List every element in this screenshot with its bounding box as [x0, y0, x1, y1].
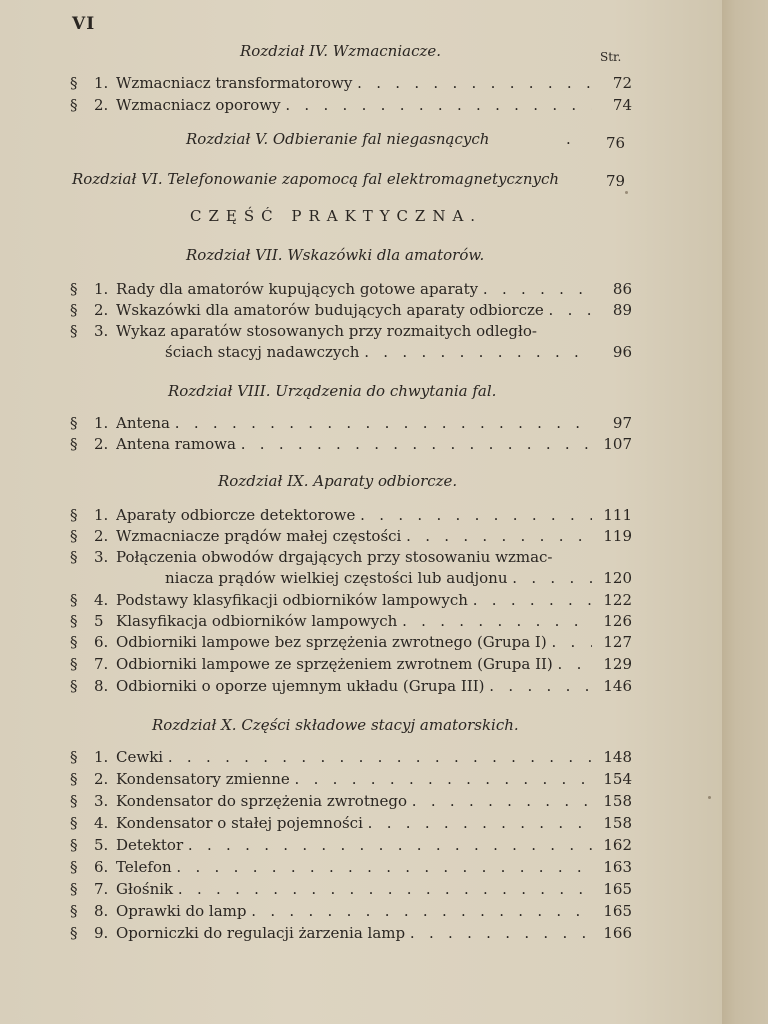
entry-page: 111 — [603, 506, 632, 524]
entry-number: 8. — [94, 902, 109, 920]
entry-number: 1. — [94, 280, 109, 298]
entry-page: 162 — [603, 836, 632, 854]
entry-title: Odbiorniki lampowe bez sprzężenia zwrotnego (Grupa I) . . — [116, 633, 592, 651]
paper-speck — [708, 796, 711, 799]
chapter-6-title: Rozdział VI. Telefonowanie zapomocą fal elektromagnetycznych — [72, 170, 560, 188]
paper-speck — [625, 191, 628, 194]
entry-page: 107 — [603, 435, 632, 453]
toc-entry — [70, 301, 632, 321]
entry-page: 154 — [603, 770, 632, 788]
toc-entry — [70, 902, 632, 922]
entry-page: 127 — [603, 633, 632, 651]
entry-number: 6. — [94, 858, 109, 876]
entry-title: Klasyfikacja odbiorników lampowych . . — [116, 612, 592, 630]
section-sign: § — [70, 414, 78, 432]
section-sign: § — [70, 770, 78, 788]
entry-title: Głośnik . . — [116, 880, 592, 898]
section-sign: § — [70, 322, 78, 340]
entry-number: 2. — [94, 527, 109, 545]
section-sign: § — [70, 548, 78, 566]
entry-page: 120 — [603, 569, 632, 587]
section-sign: § — [70, 858, 78, 876]
chapter-5-page: 76 — [606, 134, 626, 152]
entry-title: Wykaz aparatów stosowanych przy rozmaitych odległo- — [116, 322, 537, 340]
toc-entry-continuation — [165, 343, 632, 363]
entry-title: Połączenia obwodów drgających przy stosowaniu wzmac- — [116, 548, 553, 566]
entry-title: Wzmacniacz transformatorowy . . — [116, 74, 592, 92]
entry-number: 4. — [94, 591, 109, 609]
section-sign: § — [70, 506, 78, 524]
entry-page: 158 — [603, 814, 632, 832]
section-sign: § — [70, 655, 78, 673]
section-sign: § — [70, 96, 78, 114]
toc-entry — [70, 414, 632, 434]
chapter-5-title: Rozdział V. Odbieranie fal niegasnących — [186, 130, 490, 148]
section-sign: § — [70, 748, 78, 766]
entry-title-continuation: niacza prądów wielkiej częstości lub audjonu . . — [165, 569, 592, 587]
chapter-9-title: Rozdział IX. Aparaty odbiorcze. — [218, 472, 458, 490]
toc-entry — [70, 548, 632, 568]
page-edge — [722, 0, 768, 1024]
entry-page: 166 — [603, 924, 632, 942]
section-sign: § — [70, 612, 78, 630]
toc-entry-continuation — [165, 569, 632, 589]
entry-number: 3. — [94, 322, 109, 340]
entry-title: Aparaty odbiorcze detektorowe . . — [116, 506, 592, 524]
entry-number: 7. — [94, 880, 109, 898]
toc-entry — [70, 836, 632, 856]
toc-entry — [70, 74, 632, 94]
section-sign: § — [70, 792, 78, 810]
entry-number: 1. — [94, 748, 109, 766]
toc-entry — [70, 280, 632, 300]
entry-page: 86 — [612, 280, 632, 298]
chapter-7-title: Rozdział VII. Wskazówki dla amatorów. — [186, 246, 485, 264]
entry-page: 72 — [612, 74, 632, 92]
entry-page: 89 — [612, 301, 632, 319]
entry-title: Oporniczki do regulacji żarzenia lamp . . — [116, 924, 592, 942]
section-sign: § — [70, 902, 78, 920]
entry-title: Podstawy klasyfikacji odbiorników lampowych . . — [116, 591, 592, 609]
toc-entry — [70, 527, 632, 547]
section-sign: § — [70, 74, 78, 92]
entry-number: 9. — [94, 924, 109, 942]
entry-page: 163 — [603, 858, 632, 876]
entry-page: 165 — [603, 880, 632, 898]
entry-number: 1. — [94, 506, 109, 524]
section-sign: § — [70, 527, 78, 545]
toc-entry — [70, 770, 632, 790]
section-sign: § — [70, 880, 78, 898]
entry-title: Kondensator o stałej pojemności . . — [116, 814, 592, 832]
entry-title: Oprawki do lamp . . — [116, 902, 592, 920]
entry-page: 146 — [603, 677, 632, 695]
entry-number: 3. — [94, 792, 109, 810]
entry-number: 2. — [94, 435, 109, 453]
entry-number: 5 — [94, 612, 104, 630]
entry-page: 148 — [603, 748, 632, 766]
entry-title: Cewki . . — [116, 748, 592, 766]
toc-entry — [70, 612, 632, 632]
chapter-10-title: Rozdział X. Części składowe stacyj amatorskich. — [152, 716, 519, 734]
chapter-5-dots: . — [566, 130, 571, 148]
section-sign: § — [70, 677, 78, 695]
section-sign: § — [70, 633, 78, 651]
entry-title: Wskazówki dla amatorów budujących aparaty odbiorcze . . — [116, 301, 592, 319]
entry-title: Detektor . . — [116, 836, 592, 854]
entry-page: 96 — [612, 343, 632, 361]
entry-title: Antena ramowa . . — [116, 435, 592, 453]
section-sign: § — [70, 836, 78, 854]
entry-number: 2. — [94, 96, 109, 114]
entry-number: 5. — [94, 836, 109, 854]
entry-number: 1. — [94, 414, 109, 432]
entry-number: 7. — [94, 655, 109, 673]
section-sign: § — [70, 591, 78, 609]
entry-page: 97 — [612, 414, 632, 432]
entry-title: Wzmacniacz oporowy . . — [116, 96, 592, 114]
entry-page: 74 — [612, 96, 632, 114]
entry-title: Kondensatory zmienne . . — [116, 770, 592, 788]
chapter-4-title: Rozdział IV. Wzmacniacze. — [240, 42, 442, 60]
section-sign: § — [70, 301, 78, 319]
toc-entry — [70, 591, 632, 611]
toc-entry — [70, 506, 632, 526]
toc-entry — [70, 435, 632, 455]
entry-title-continuation: ściach stacyj nadawczych . . — [165, 343, 592, 361]
section-sign: § — [70, 814, 78, 832]
entry-page: 158 — [603, 792, 632, 810]
toc-entry — [70, 633, 632, 653]
section-sign: § — [70, 924, 78, 942]
entry-page: 119 — [603, 527, 632, 545]
chapter-6-page: 79 — [606, 172, 626, 190]
entry-number: 4. — [94, 814, 109, 832]
entry-page: 165 — [603, 902, 632, 920]
entry-number: 2. — [94, 770, 109, 788]
entry-title: Telefon . . — [116, 858, 592, 876]
entry-page: 126 — [603, 612, 632, 630]
toc-entry — [70, 858, 632, 878]
toc-entry — [70, 96, 632, 116]
toc-entry — [70, 322, 632, 342]
entry-number: 6. — [94, 633, 109, 651]
entry-page: 122 — [603, 591, 632, 609]
toc-entry — [70, 655, 632, 675]
toc-entry — [70, 677, 632, 697]
section-sign: § — [70, 435, 78, 453]
toc-entry — [70, 814, 632, 834]
page-column-label: Str. — [600, 50, 622, 64]
toc-entry — [70, 792, 632, 812]
toc-entry — [70, 880, 632, 900]
part-title: CZĘŚĆ PRAKTYCZNA. — [190, 207, 483, 225]
page-number: VI — [72, 14, 96, 34]
entry-title: Wzmacniacze prądów małej częstości . . — [116, 527, 592, 545]
entry-title: Kondensator do sprzężenia zwrotnego . . — [116, 792, 592, 810]
entry-number: 2. — [94, 301, 109, 319]
chapter-8-title: Rozdział VIII. Urządzenia do chwytania fal. — [168, 382, 497, 400]
entry-page: 129 — [603, 655, 632, 673]
toc-entry — [70, 748, 632, 768]
entry-title: Antena . . — [116, 414, 592, 432]
entry-number: 8. — [94, 677, 109, 695]
entry-title: Rady dla amatorów kupujących gotowe aparaty . . — [116, 280, 592, 298]
entry-title: Odbiorniki o oporze ujemnym układu (Grupa III) . . — [116, 677, 592, 695]
entry-number: 3. — [94, 548, 109, 566]
entry-number: 1. — [94, 74, 109, 92]
entry-title: Odbiorniki lampowe ze sprzężeniem zwrotnem (Grupa II) . . — [116, 655, 592, 673]
section-sign: § — [70, 280, 78, 298]
toc-entry — [70, 924, 632, 944]
